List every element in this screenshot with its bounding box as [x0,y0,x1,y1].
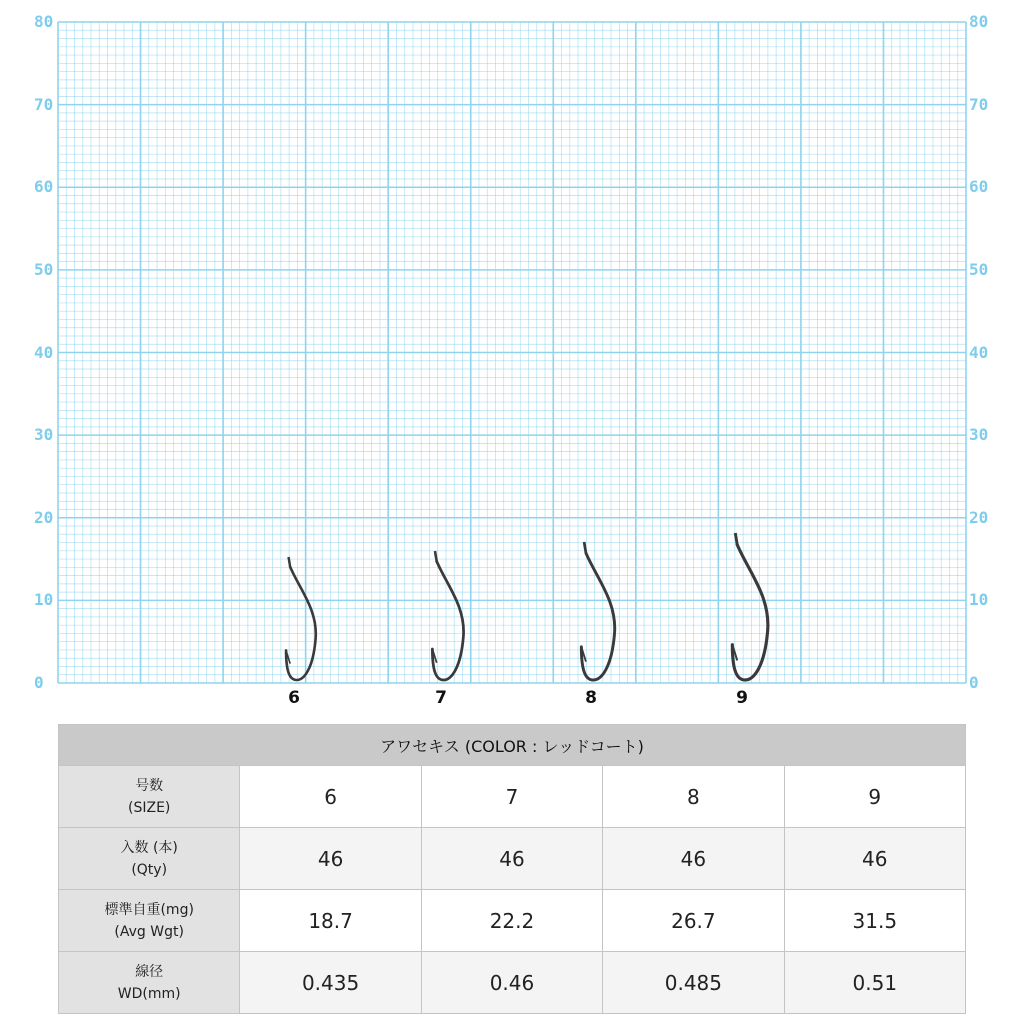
fishing-hook-icon [432,551,463,680]
row-label-en: (Avg Wgt) [114,923,184,940]
axis-tick-label: 30 [34,425,54,445]
spec-table [58,724,966,1014]
table-row-weight [59,890,966,952]
axis-tick-label: 30 [969,425,989,445]
row-label-jp: 線径 [135,963,164,980]
hook-size-label-6: 6 [288,688,300,708]
table-cell: 9 [784,766,965,828]
axis-tick-label: 0 [34,673,44,692]
table-row-size [59,766,966,828]
table-cell: 0.485 [603,952,784,1014]
axis-tick-label: 50 [34,259,54,279]
axis-tick-label: 80 [34,12,54,31]
row-header-qty [59,828,240,890]
table-cell: 7 [421,766,602,828]
table-row-wire-diameter [59,952,966,1014]
axis-tick-label: 10 [34,590,54,610]
table-cell: 6 [240,766,421,828]
axis-tick-label: 20 [969,507,989,527]
axis-tick-label: 70 [34,94,54,114]
table-cell: 8 [603,766,784,828]
hook-size-label-9: 9 [736,688,748,708]
axis-tick-label: 0 [969,673,979,692]
table-cell: 26.7 [603,890,784,952]
hook-size-label-7: 7 [435,688,447,708]
axis-tick-label: 80 [969,12,989,31]
axis-tick-label: 40 [34,342,54,362]
table-cell: 0.435 [240,952,421,1014]
hook-size-label-8: 8 [585,688,597,708]
table-cell: 18.7 [240,890,421,952]
table-cell: 46 [784,828,965,890]
row-label-jp: 標準自重(mg) [104,901,194,918]
row-header-size [59,766,240,828]
table-cell: 22.2 [421,890,602,952]
row-label-en: (Qty) [131,861,168,878]
spec-table-header [59,725,966,766]
axis-tick-label: 60 [969,177,989,197]
axis-tick-label: 60 [34,177,54,197]
axis-tick-label: 70 [969,94,989,114]
row-header-weight [59,890,240,952]
row-label-jp: 入数 (本) [120,839,178,856]
row-label-jp: 号数 [135,777,164,794]
row-label-en: (SIZE) [128,799,171,816]
table-cell: 31.5 [784,890,965,952]
axis-tick-label: 20 [34,507,54,527]
table-row-qty [59,828,966,890]
table-cell: 0.46 [421,952,602,1014]
axis-tick-label: 10 [969,590,989,610]
axis-tick-label: 50 [969,259,989,279]
row-label-en: WD(mm) [117,985,181,1002]
table-cell: 0.51 [784,952,965,1014]
spec-table-title: アワセキス (COLOR : レッドコート) [59,725,966,766]
table-cell: 46 [240,828,421,890]
row-header-wire-diameter [59,952,240,1014]
axis-tick-label: 40 [969,342,989,362]
table-cell: 46 [421,828,602,890]
table-cell: 46 [603,828,784,890]
